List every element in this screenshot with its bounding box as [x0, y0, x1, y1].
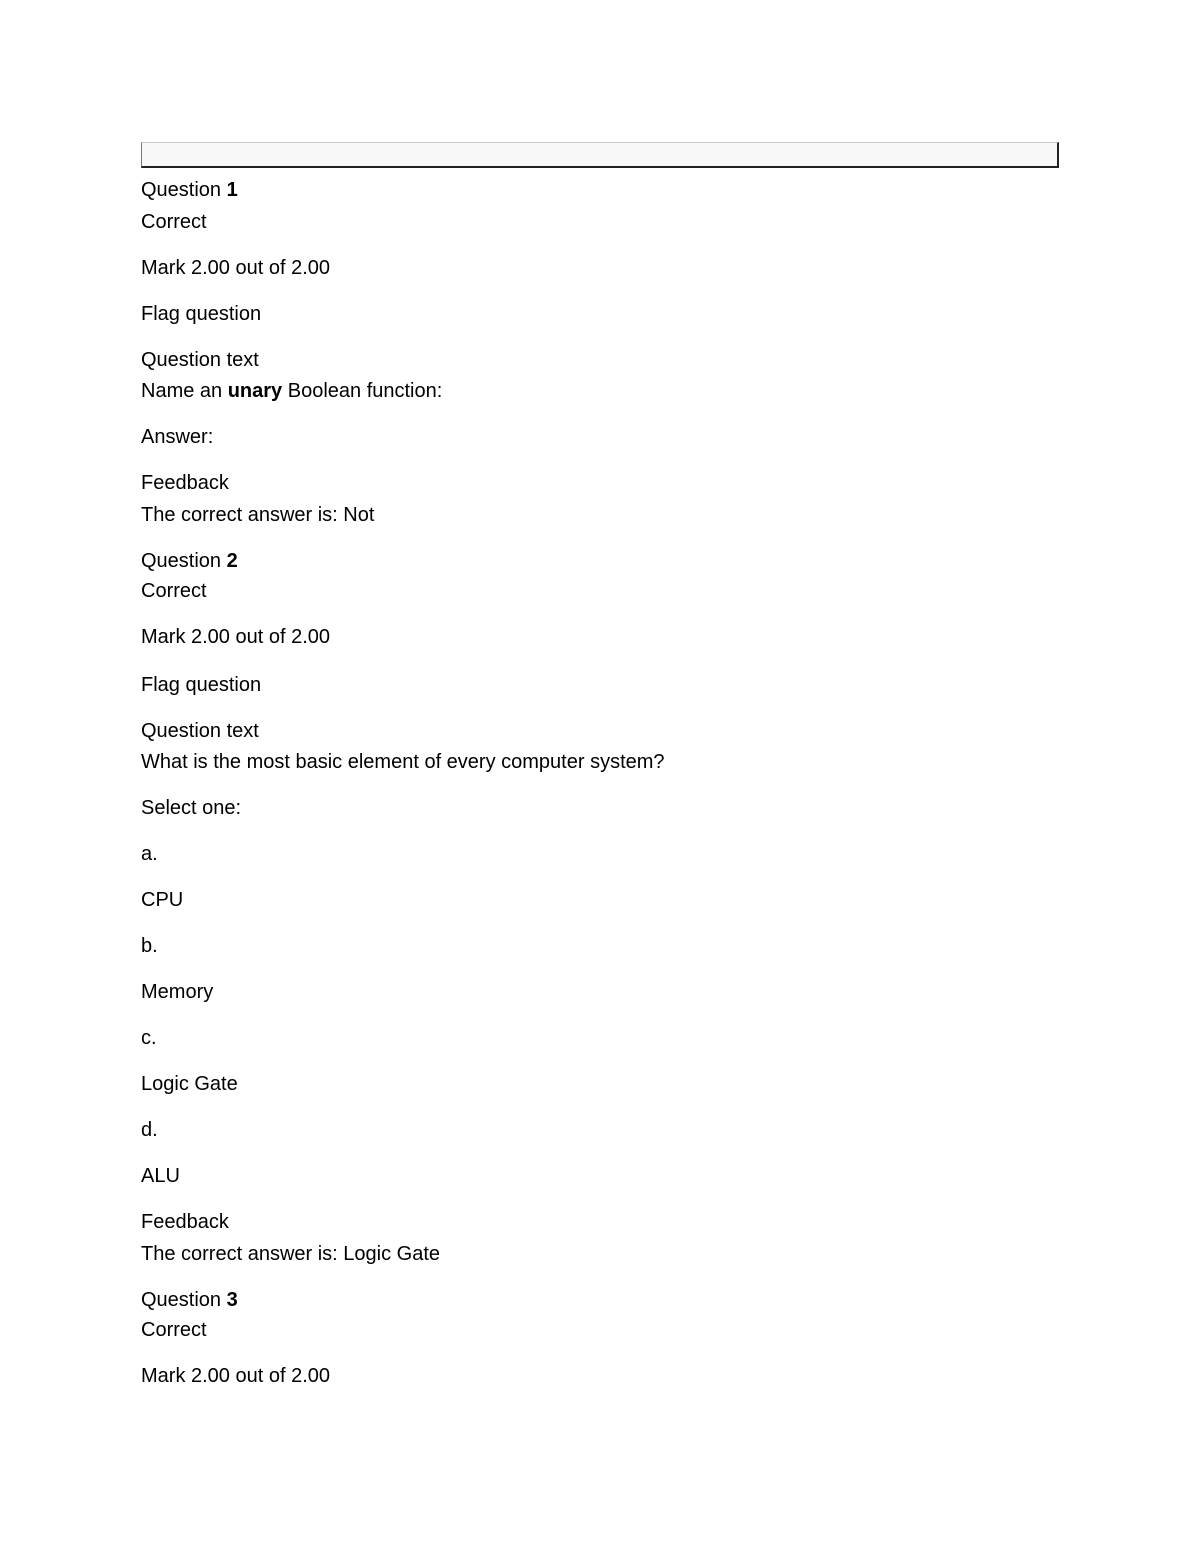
question-1-answer-label: Answer: — [141, 426, 214, 448]
question-2-text: What is the most basic element of every computer system? — [141, 751, 665, 773]
question-2-state: Correct — [141, 580, 207, 602]
question-1-heading: Question 1 — [141, 179, 238, 201]
question-2-heading: Question 2 — [141, 550, 238, 572]
question-2-number: 2 — [226, 550, 238, 572]
option-a-letter[interactable]: a. — [141, 843, 158, 865]
option-d-letter[interactable]: d. — [141, 1119, 158, 1141]
question-2-select-label: Select one: — [141, 797, 242, 819]
option-c-letter[interactable]: c. — [141, 1027, 157, 1049]
question-1-flag-link[interactable]: Flag question — [141, 303, 262, 325]
question-2-feedback-heading: Feedback — [141, 1211, 229, 1233]
question-3 — [141, 1285, 1071, 1391]
option-b-text[interactable]: Memory — [141, 981, 214, 1003]
question-3-number: 3 — [226, 1289, 238, 1311]
question-3-heading: Question 3 — [141, 1289, 238, 1311]
question-3-state: Correct — [141, 1319, 207, 1341]
question-3-mark: Mark 2.00 out of 2.00 — [141, 1365, 331, 1387]
question-1-text-heading: Question text — [141, 349, 259, 371]
option-b-letter[interactable]: b. — [141, 935, 158, 957]
question-2-flag-link[interactable]: Flag question — [141, 674, 262, 696]
question-1 — [141, 175, 1071, 530]
question-2-mark: Mark 2.00 out of 2.00 — [141, 626, 331, 648]
question-1-state: Correct — [141, 211, 207, 233]
question-1-feedback-heading: Feedback — [141, 472, 229, 494]
header-input-box — [141, 142, 1059, 168]
quiz-review — [141, 175, 1071, 1391]
option-d-text[interactable]: ALU — [141, 1165, 180, 1187]
question-1-number: 1 — [226, 179, 238, 201]
question-2 — [141, 546, 1071, 1269]
question-1-mark: Mark 2.00 out of 2.00 — [141, 257, 331, 279]
question-1-feedback: The correct answer is: Not — [141, 504, 375, 526]
question-2-text-heading: Question text — [141, 720, 259, 742]
question-1-text: Name an unary Boolean function: — [141, 380, 443, 402]
question-2-feedback: The correct answer is: Logic Gate — [141, 1243, 441, 1265]
option-c-text[interactable]: Logic Gate — [141, 1073, 238, 1095]
option-a-text[interactable]: CPU — [141, 889, 184, 911]
